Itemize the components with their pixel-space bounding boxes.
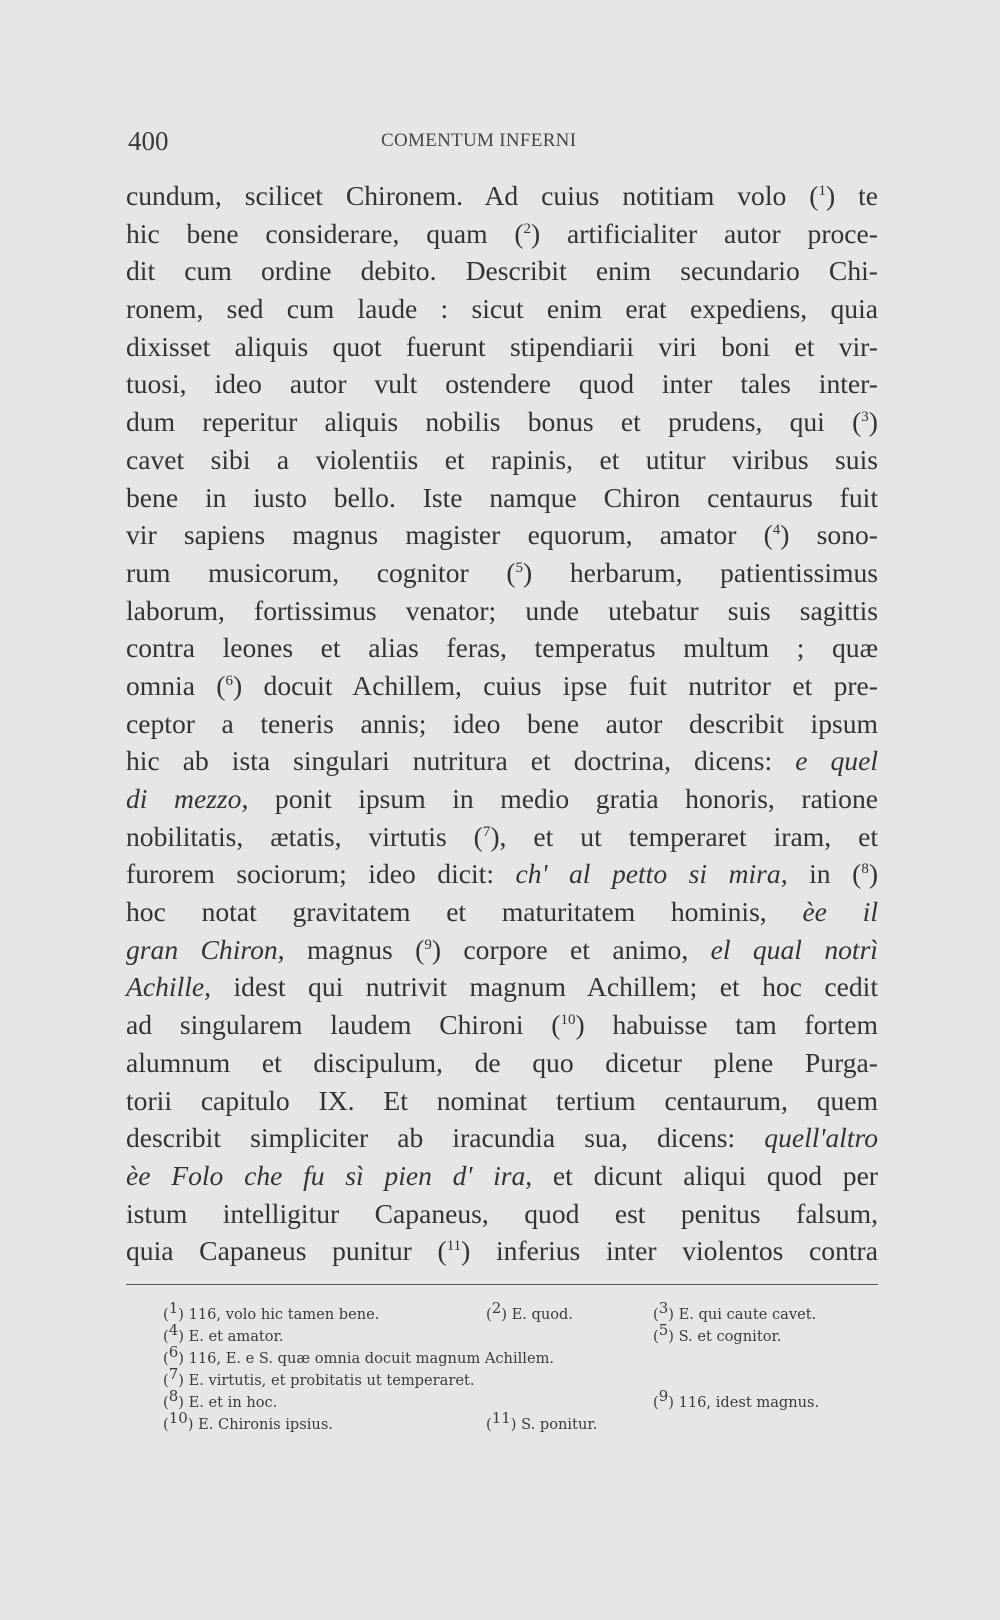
main-text bbox=[126, 177, 878, 1270]
footnote-rule bbox=[126, 1284, 878, 1285]
text-line: cundum, scilicet Chironem. Ad cuius notitiam volo ($^1$) te bbox=[126, 180, 878, 211]
text-line: èe Folo che fu sì pien d' ira, et dicunt aliqui quod per bbox=[126, 1159, 879, 1191]
text-line: furorem sociorum; ideo dicit: ch' al petto si mira, in ($^8$) bbox=[126, 858, 879, 890]
page-header bbox=[128, 126, 878, 166]
text-line: ceptor a teneris annis; ideo bene autor describit ipsum bbox=[126, 707, 878, 739]
footnote: ($^6$) 116, E. e S. quæ omnia docuit magnum Achillem. bbox=[163, 1343, 555, 1367]
text-line: hic bene considerare, quam ($^2$) artificialiter autor proce- bbox=[126, 217, 878, 249]
text-line: cavet sibi a violentiis et rapinis, et utitur viribus suis bbox=[126, 443, 878, 475]
footnote-row bbox=[163, 1387, 878, 1414]
text-line: tuosi, ideo autor vult ostendere quod inter tales inter- bbox=[126, 368, 878, 400]
footnote: ($^3$) E. qui caute cavet. bbox=[653, 1299, 817, 1323]
text-line: omnia ($^6$) docuit Achillem, cuius ipse fuit nutritor et pre- bbox=[126, 669, 878, 701]
text-line: dum reperitur aliquis nobilis bonus et prudens, qui ($^3$) bbox=[126, 406, 878, 438]
footnotes bbox=[163, 1299, 878, 1436]
text-line: ad singularem laudem Chironi ($^{10}$) habuisse tam fortem bbox=[126, 1009, 878, 1041]
text-line: contra leones et alias feras, temperatus multum ; quæ bbox=[126, 632, 878, 664]
text-line: nobilitatis, ætatis, virtutis ($^7$), et ut temperaret iram, et bbox=[126, 820, 878, 852]
text-line: laborum, fortissimus venator; unde utebatur suis sagittis bbox=[126, 594, 878, 626]
text-line: ronem, sed cum laude : sicut enim erat expediens, quia bbox=[126, 293, 878, 325]
footnote: ($^{11}$) S. ponitur. bbox=[486, 1409, 598, 1433]
footnote: ($^5$) S. et cognitor. bbox=[653, 1321, 782, 1345]
text-line: bene in iusto bello. Iste namque Chiron centaurus fuit bbox=[126, 481, 878, 513]
footnote: ($^4$) E. et amator. bbox=[163, 1321, 284, 1345]
footnote: ($^8$) E. et in hoc. bbox=[163, 1387, 278, 1411]
text-line: vir sapiens magnus magister equorum, amator ($^4$) sono- bbox=[126, 519, 878, 551]
running-title: COMENTUM INFERNI bbox=[381, 130, 577, 151]
footnote: ($^9$) 116, idest magnus. bbox=[653, 1387, 820, 1411]
footnote-row bbox=[163, 1343, 878, 1370]
text-line: describit simpliciter ab iracundia sua, dicens: quell'altro bbox=[126, 1122, 878, 1154]
footnote: ($^2$) E. quod. bbox=[486, 1299, 574, 1323]
text-line: rum musicorum, cognitor ($^5$) herbarum, patientissimus bbox=[126, 556, 878, 588]
text-line: dixisset aliquis quot fuerunt stipendiarii viri boni et vir- bbox=[126, 330, 878, 362]
footnote-row bbox=[163, 1321, 878, 1348]
text-line: torii capitulo IX. Et nominat tertium centaurum, quem bbox=[126, 1084, 878, 1116]
footnote-row bbox=[163, 1299, 878, 1326]
text-line: istum intelligitur Capaneus, quod est penitus falsum, bbox=[126, 1197, 878, 1229]
text-line: alumnum et discipulum, de quo dicetur plene Purga- bbox=[126, 1046, 878, 1078]
text-line: hoc notat gravitatem et maturitatem hominis, èe il bbox=[126, 896, 878, 928]
footnote: ($^{10}$) E. Chironis ipsius. bbox=[163, 1409, 333, 1433]
text-line: gran Chiron, magnus ($^9$) corpore et animo, el qual notrì bbox=[126, 933, 878, 965]
page-number: 400 bbox=[128, 126, 169, 156]
footnote: ($^1$) 116, volo hic tamen bene. bbox=[163, 1299, 380, 1323]
footnote-row bbox=[163, 1409, 878, 1436]
text-line: dit cum ordine debito. Describit enim secundario Chi- bbox=[126, 255, 878, 287]
text-line: hic ab ista singulari nutritura et doctrina, dicens: e quel bbox=[126, 745, 878, 777]
text-line: quia Capaneus punitur ($^{11}$) inferius inter violentos contra bbox=[126, 1235, 878, 1267]
footnote-row bbox=[163, 1365, 878, 1392]
text-line: di mezzo, ponit ipsum in medio gratia honoris, ratione bbox=[126, 783, 878, 814]
footnote: ($^7$) E. virtutis, et probitatis ut temperaret. bbox=[163, 1365, 475, 1389]
text-line: Achille, idest qui nutrivit magnum Achillem; et hoc cedit bbox=[126, 971, 878, 1003]
